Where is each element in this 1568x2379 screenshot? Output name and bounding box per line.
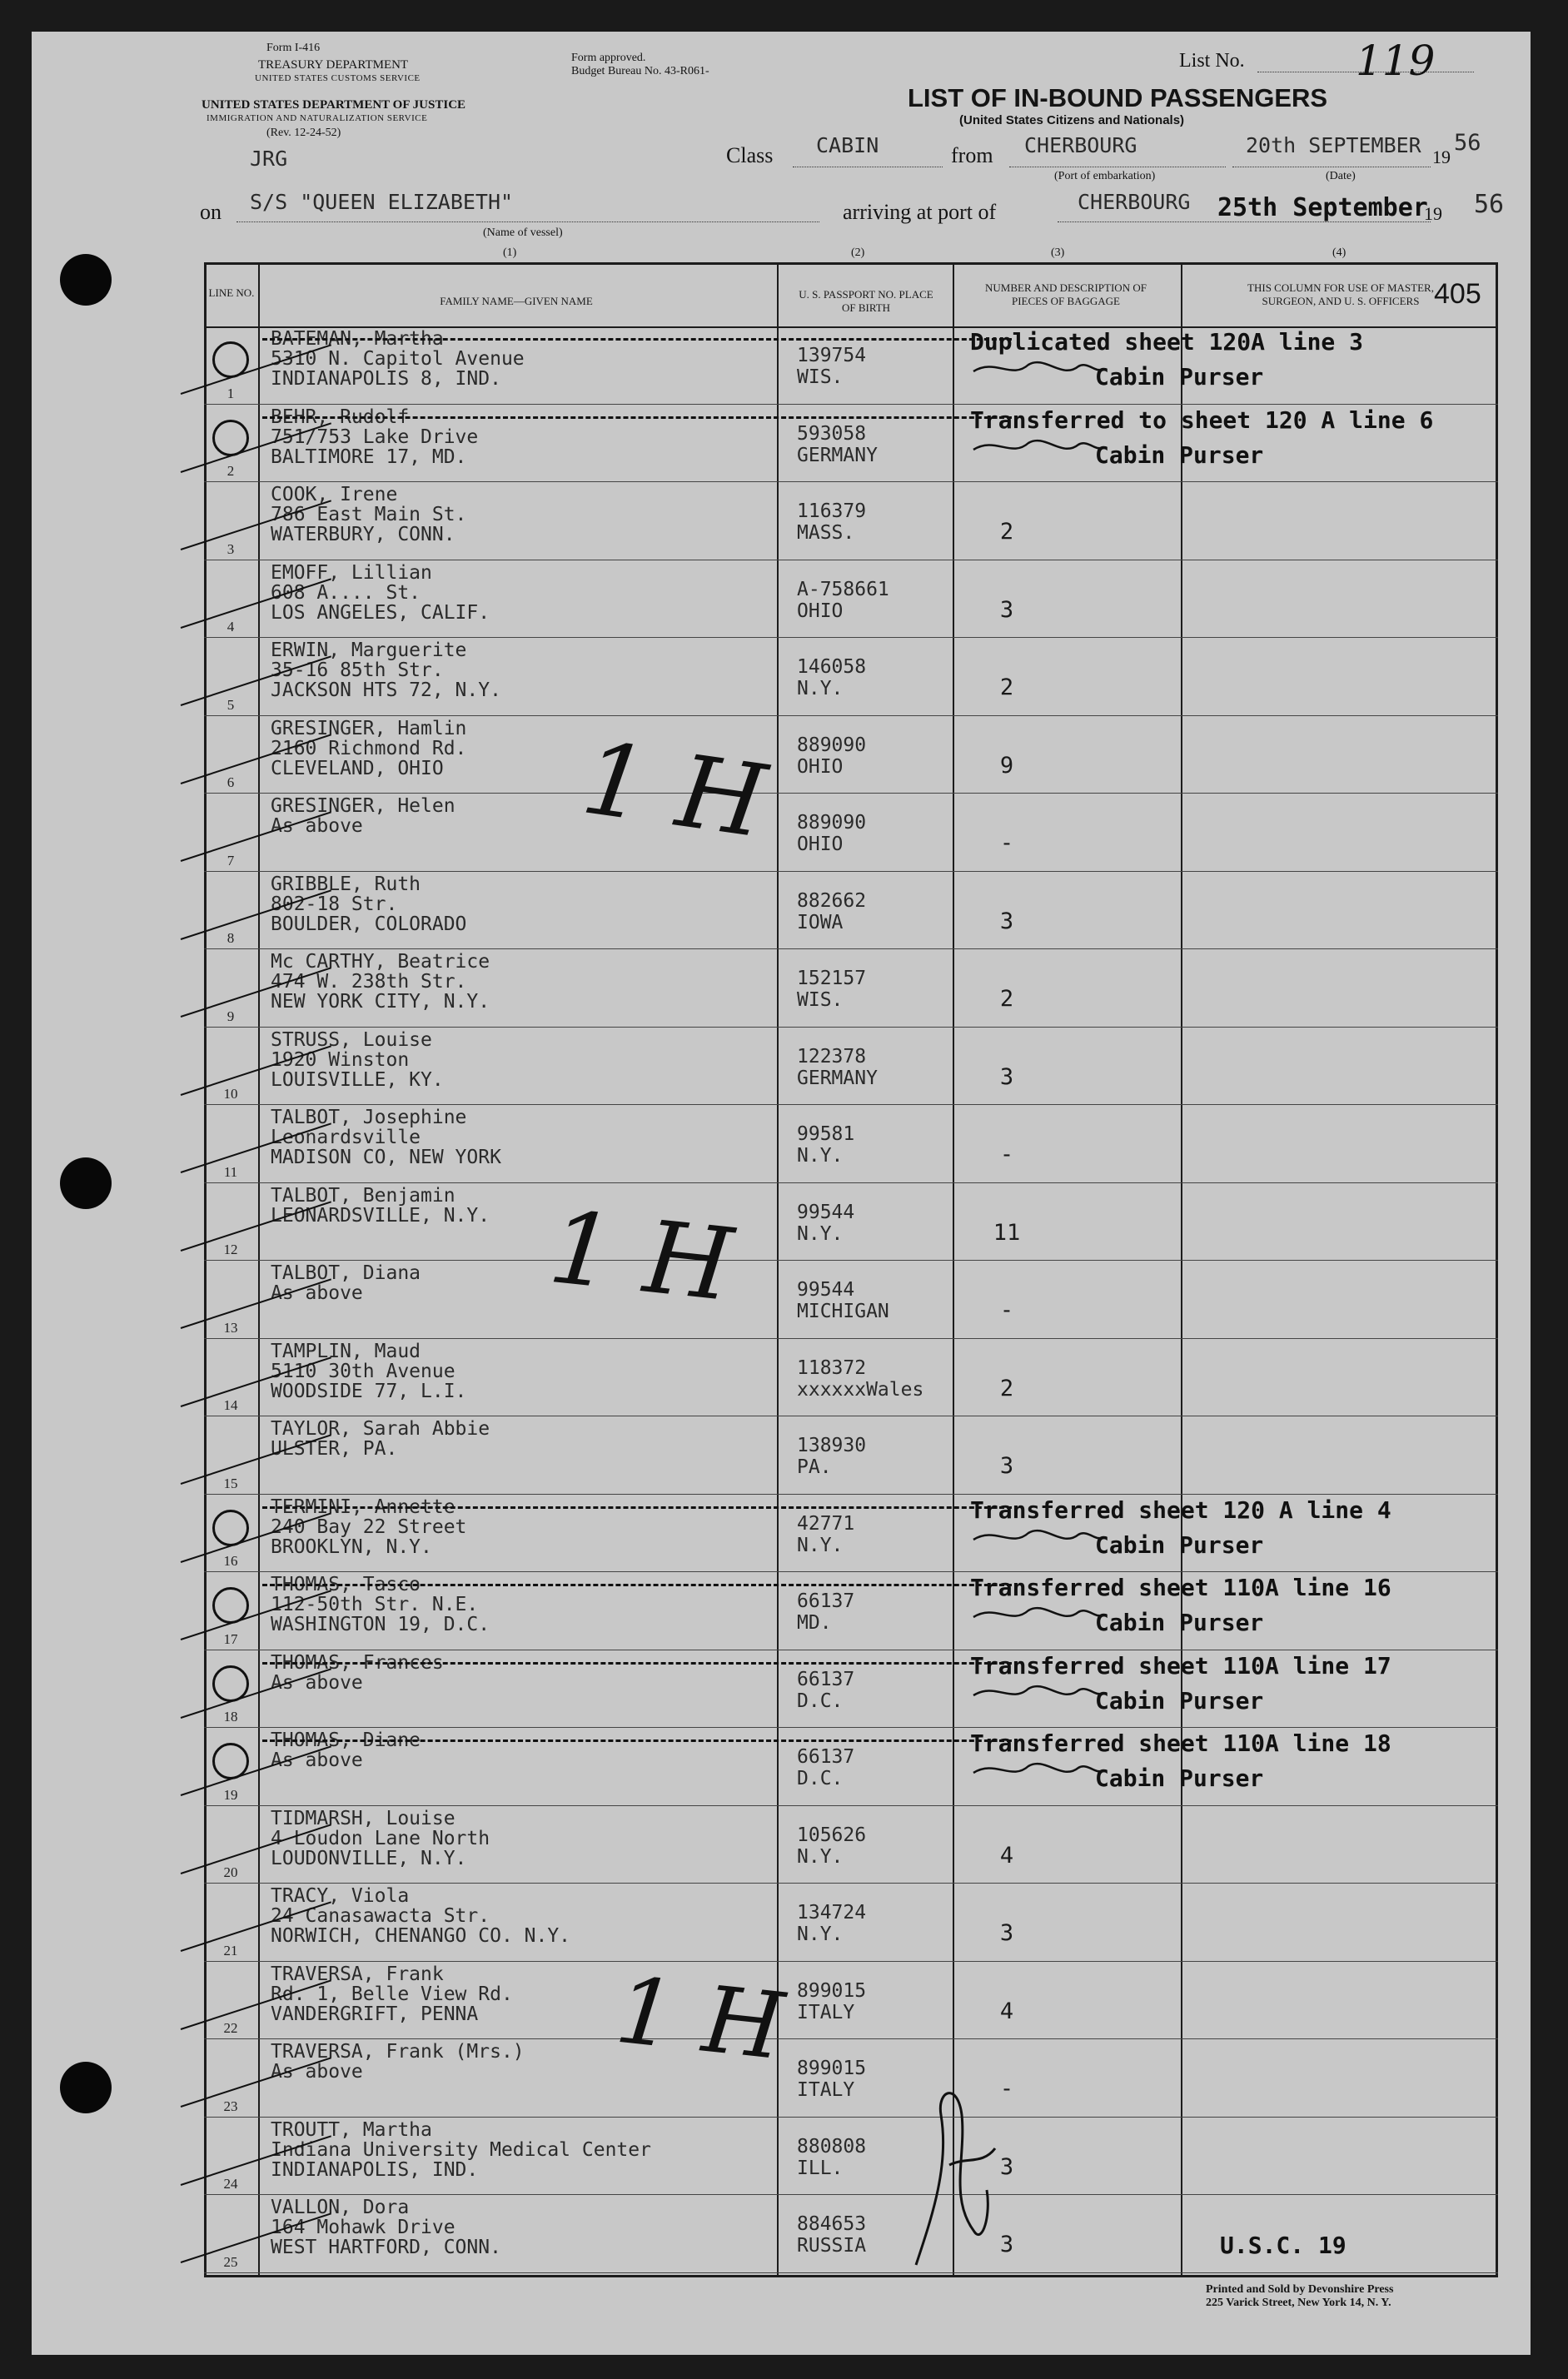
address-line1: Indiana University Medical Center [271, 2138, 651, 2161]
passenger-name: THOMAS, Frances [271, 1651, 444, 1674]
col2-number: (2) [851, 246, 865, 259]
header-passport: U. S. PASSPORT NO. PLACE OF BIRTH [799, 288, 933, 315]
officer-remark: Transferred sheet 110A line 17 [970, 1651, 1391, 1680]
purser-label: Cabin Purser [1095, 1609, 1264, 1636]
place-of-birth: ILL. [797, 2157, 844, 2179]
purser-signature [970, 433, 1220, 456]
strike-through [262, 338, 1012, 341]
list-no-value: 119 [1356, 37, 1436, 85]
punch-hole [60, 254, 112, 306]
line-number: 11 [223, 1163, 238, 1180]
line-number: 23 [223, 2098, 238, 2114]
address-line2: VANDERGRIFT, PENNA [271, 2003, 479, 2025]
line-number: 8 [226, 930, 235, 946]
baggage-count: - [999, 2076, 1014, 2102]
baggage-count: 3 [999, 1920, 1014, 1946]
passport-number: 880808 [797, 2135, 867, 2158]
strike-through [262, 1584, 1012, 1586]
address-line2: WOODSIDE 77, L.I. [271, 1380, 467, 1402]
place-of-birth: N.Y. [797, 1924, 844, 1945]
address-line2: CLEVELAND, OHIO [271, 757, 444, 779]
address-line2: NORWICH, CHENANGO CO. N.Y. [271, 1925, 571, 1947]
passenger-name: COOK, Irene [271, 484, 398, 505]
form-title: LIST OF IN-BOUND PASSENGERS [908, 83, 1328, 112]
baggage-count: 3 [999, 2232, 1014, 2257]
arrival-date: 25th September [1217, 193, 1428, 222]
address-line1: 4 Loudon Lane North [271, 1827, 490, 1849]
address-line2: NEW YORK CITY, N.Y. [271, 991, 490, 1013]
address-line1: 608 A.... St. [271, 581, 421, 604]
passport-number: 42771 [797, 1512, 855, 1535]
baggage-count: 3 [999, 908, 1014, 934]
passenger-name: THOMAS, Tasco [271, 1574, 421, 1595]
passenger-name: TROUTT, Martha [271, 2118, 432, 2141]
passenger-name: TRAVERSA, Frank [271, 1963, 444, 1985]
departure-date: 20th SEPTEMBER [1246, 133, 1421, 157]
address-line1: 786 East Main St. [271, 504, 467, 525]
passenger-name: THOMAS, Diane [271, 1730, 421, 1751]
passenger-name: TRAVERSA, Frank (Mrs.) [271, 2041, 525, 2063]
line-number: 24 [223, 2176, 238, 2192]
place-of-birth: WIS. [797, 366, 844, 388]
form-subtitle: (United States Citizens and Nationals) [959, 113, 1185, 127]
address-line2: BROOKLYN, N.Y. [271, 1535, 432, 1558]
passport-number: 134724 [797, 1902, 867, 1924]
ins-service: IMMIGRATION AND NATURALIZATION SERVICE [207, 113, 428, 123]
line-number: 16 [223, 1553, 238, 1569]
passport-number: 882662 [797, 889, 867, 912]
table-row [204, 1105, 1498, 1183]
place-of-birth: MASS. [797, 522, 855, 544]
table-row [204, 1261, 1498, 1339]
cancel-circle [212, 1743, 249, 1779]
address-line1: 35-16 85th Str. [271, 659, 444, 681]
address-line1: ULSTER, PA. [271, 1438, 398, 1460]
clerk-initials: JRG [250, 147, 288, 171]
passenger-name: EMOFF, Lillian [271, 561, 432, 584]
passenger-name: STRUSS, Louise [271, 1028, 432, 1051]
address-line1: As above [271, 1282, 363, 1304]
address-line1: 112-50th Str. N.E. [271, 1594, 479, 1615]
baggage-count: - [999, 1297, 1014, 1323]
cancel-circle [212, 1587, 249, 1624]
date-year-prefix: 19 [1432, 147, 1451, 167]
line-number: 25 [223, 2253, 238, 2270]
passport-number: 99544 [797, 1279, 855, 1301]
address-line1: As above [271, 1749, 363, 1771]
vessel-name: S/S "QUEEN ELIZABETH" [250, 190, 514, 214]
purser-label: Cabin Purser [1095, 1764, 1264, 1792]
table-row [204, 2195, 1498, 2273]
line-number: 13 [223, 1319, 238, 1336]
baggage-count: 2 [999, 674, 1014, 700]
table-row [204, 560, 1498, 639]
header-baggage: NUMBER AND DESCRIPTION OF PIECES OF BAGGAGE [985, 281, 1147, 308]
list-no-label: List No. [1179, 50, 1245, 72]
form-number: Form I-416 [266, 42, 321, 54]
passenger-name: ERWIN, Marguerite [271, 640, 467, 661]
budget-bureau-no: Budget Bureau No. 43-R061- [571, 65, 709, 77]
address-line1: 5310 N. Capitol Avenue [271, 348, 525, 370]
form-approved: Form approved. [571, 52, 646, 64]
baggage-count: 4 [999, 1998, 1014, 2024]
line-number: 3 [226, 540, 235, 557]
officer-remark: Duplicated sheet 120A line 3 [970, 328, 1364, 356]
address-line2: MADISON CO, NEW YORK [271, 1147, 501, 1168]
passport-number: 122378 [797, 1045, 867, 1068]
place-of-birth: N.Y. [797, 1845, 844, 1868]
from-label: from [951, 143, 993, 167]
place-of-birth: N.Y. [797, 1222, 844, 1245]
table-row [204, 405, 1498, 483]
address-line2: WATERBURY, CONN. [271, 524, 455, 545]
passenger-name: TALBOT, Josephine [271, 1107, 467, 1128]
passport-number: 138930 [797, 1435, 867, 1456]
passenger-name: TAMPLIN, Maud [271, 1340, 421, 1362]
justice-dept: UNITED STATES DEPARTMENT OF JUSTICE [202, 98, 466, 112]
table-row [204, 1183, 1498, 1262]
table-row [204, 1028, 1498, 1106]
table-row [204, 1650, 1498, 1729]
strike-through [262, 1662, 1012, 1665]
place-of-birth: ITALY [797, 2079, 855, 2101]
class-label: Class [726, 143, 774, 167]
header-officers: THIS COLUMN FOR USE OF MASTER, SURGEON, AND U. S. OFFICERS [1247, 281, 1434, 308]
place-of-birth: GERMANY [797, 444, 878, 466]
officer-remark: U.S.C. 19 [1220, 2232, 1346, 2259]
address-line1: Rd. 1, Belle View Rd. [271, 1983, 513, 2005]
inspector-signature [899, 2065, 1008, 2282]
address-line1: 2160 Richmond Rd. [271, 737, 467, 759]
date-year: 56 [1454, 130, 1481, 156]
place-of-birth: GERMANY [797, 1067, 878, 1089]
officer-remark: Transferred sheet 110A line 16 [970, 1574, 1391, 1601]
strike-through [262, 1506, 1012, 1509]
address-line2: INDIANAPOLIS 8, IND. [271, 368, 501, 390]
place-of-birth: D.C. [797, 1768, 844, 1789]
address-line1: 802-18 Str. [271, 893, 398, 915]
line-number: 12 [223, 1242, 238, 1257]
table-row [204, 1416, 1498, 1495]
date-caption: (Date) [1326, 170, 1356, 182]
passenger-name: BATEMAN, Martha [271, 328, 444, 350]
embarkation-caption: (Port of embarkation) [1054, 170, 1156, 182]
place-of-birth: N.Y. [797, 1534, 844, 1556]
place-of-birth: OHIO [797, 755, 844, 778]
baggage-count: 2 [999, 1375, 1014, 1401]
punch-hole [60, 2062, 112, 2113]
cancel-circle [212, 341, 249, 378]
passport-number: 139754 [797, 345, 867, 366]
handwritten-mark: 1 H [610, 1956, 789, 2081]
address-line2: BALTIMORE 17, MD. [271, 445, 467, 468]
place-of-birth: WIS. [797, 989, 844, 1011]
baggage-count: 11 [993, 1219, 1021, 1246]
passenger-name: TAYLOR, Sarah Abbie [271, 1418, 490, 1440]
passport-number: 146058 [797, 656, 867, 678]
passport-number: 884653 [797, 2213, 867, 2235]
place-of-birth: D.C. [797, 1690, 844, 1712]
revision-date: (Rev. 12-24-52) [266, 127, 341, 139]
officer-remark: Transferred to sheet 120 A line 6 [970, 406, 1434, 434]
table-row [204, 1728, 1498, 1806]
baggage-count: 9 [999, 752, 1014, 779]
place-of-birth: N.Y. [797, 1145, 844, 1167]
purser-signature [970, 355, 1220, 378]
place-of-birth: OHIO [797, 834, 844, 855]
place-of-birth: ITALY [797, 2001, 855, 2023]
place-of-birth: PA. [797, 1456, 832, 1478]
passport-number: 66137 [797, 1746, 855, 1768]
passport-number: 99581 [797, 1123, 855, 1145]
passport-number: 889090 [797, 812, 867, 834]
line-number: 21 [223, 1942, 238, 1958]
place-of-birth: OHIO [797, 600, 844, 622]
line-number: 9 [226, 1008, 235, 1024]
treasury-dept: TREASURY DEPARTMENT [258, 58, 409, 72]
table-row [204, 716, 1498, 794]
table-row [204, 949, 1498, 1028]
address-line1: 24 Canasawacta Str. [271, 1905, 490, 1927]
place-of-birth: RUSSIA [797, 2235, 867, 2257]
address-line2: INDIANAPOLIS, IND. [271, 2158, 479, 2181]
address-line1: LEONARDSVILLE, N.Y. [271, 1204, 490, 1227]
embarkation-port: CHERBOURG [1024, 133, 1137, 157]
table-row [204, 326, 1498, 405]
arriving-label: arriving at port of [843, 200, 997, 224]
passport-number: 116379 [797, 500, 867, 522]
table-row [204, 2118, 1498, 2196]
cancel-circle [212, 1665, 249, 1702]
printer-line1: Printed and Sold by Devonshire Press [1206, 2283, 1394, 2296]
purser-label: Cabin Purser [1095, 440, 1264, 469]
table-row [204, 872, 1498, 950]
passenger-name: BEHR, Rudolf [271, 406, 410, 428]
passenger-name: VALLON, Dora [271, 2197, 410, 2218]
passport-number: 889090 [797, 734, 867, 756]
line-number: 18 [223, 1709, 238, 1725]
officer-remark: Transferred sheet 120 A line 4 [970, 1496, 1391, 1524]
passport-number: 899015 [797, 2058, 867, 2079]
passenger-name: TRACY, Viola [271, 1885, 410, 1907]
address-line1: 5110 30th Avenue [271, 1360, 455, 1382]
printer-line2: 225 Varick Street, New York 14, N. Y. [1206, 2297, 1391, 2309]
line-number: 6 [226, 774, 235, 790]
purser-label: Cabin Purser [1095, 1530, 1264, 1559]
col1-number: (1) [503, 246, 517, 259]
address-line2: LOS ANGELES, CALIF. [271, 601, 490, 624]
baggage-count: 3 [999, 1453, 1014, 1479]
place-of-birth: MD. [797, 1612, 832, 1634]
place-of-birth: xxxxxxWales [797, 1378, 924, 1401]
line-number: 15 [223, 1475, 238, 1491]
on-label: on [200, 200, 222, 224]
purser-label: Cabin Purser [1095, 1686, 1264, 1715]
passport-number: A-758661 [797, 578, 889, 600]
baggage-count: 2 [999, 986, 1014, 1012]
arrival-year-prefix: 19 [1424, 203, 1442, 224]
handwritten-mark: 1 H [544, 1189, 738, 1325]
passport-number: 593058 [797, 422, 867, 445]
passport-number: 66137 [797, 1668, 855, 1690]
passport-number: 118372 [797, 1356, 867, 1379]
purser-signature [970, 1679, 1220, 1702]
passport-number: 152157 [797, 968, 867, 989]
baggage-count: 3 [999, 2153, 1014, 2180]
passport-number: 66137 [797, 1590, 855, 1612]
baggage-count: 3 [999, 596, 1014, 623]
table-row [204, 1572, 1498, 1650]
address-line1: 164 Mohawk Drive [271, 2217, 455, 2238]
handwritten-mark: 1 H [575, 720, 773, 861]
line-number: 19 [223, 1786, 238, 1803]
strike-through [262, 1739, 1012, 1742]
vessel-caption: (Name of vessel) [483, 226, 563, 239]
col3-number: (3) [1051, 246, 1065, 259]
passenger-name: TIDMARSH, Louise [271, 1807, 455, 1829]
purser-signature [970, 1523, 1220, 1546]
officer-remark: Transferred sheet 110A line 18 [970, 1730, 1391, 1757]
address-line1: Leonardsville [271, 1127, 421, 1148]
table-row [204, 638, 1498, 716]
address-line1: 474 W. 238th Str. [271, 971, 467, 993]
line-number: 2 [226, 463, 235, 479]
address-line1: 751/753 Lake Drive [271, 426, 479, 448]
stamp-number: 405 [1434, 278, 1481, 310]
line-number: 14 [223, 1397, 238, 1413]
address-line1: 1920 Winston [271, 1048, 410, 1071]
passenger-name: GRESINGER, Helen [271, 795, 455, 817]
baggage-count: 3 [999, 1063, 1014, 1090]
passenger-name: Mc CARTHY, Beatrice [271, 951, 490, 973]
line-number: 1 [226, 385, 235, 401]
table-row [204, 1339, 1498, 1417]
strike-through [262, 416, 1012, 419]
header-name: FAMILY NAME—GIVEN NAME [440, 295, 593, 307]
baggage-count: 2 [999, 519, 1014, 545]
address-line2: LOUDONVILLE, N.Y. [271, 1847, 467, 1869]
passport-number: 99544 [797, 1201, 855, 1223]
address-line2: JACKSON HTS 72, N.Y. [271, 679, 501, 701]
address-line1: As above [271, 1671, 363, 1694]
address-line2: WEST HARTFORD, CONN. [271, 2237, 501, 2258]
address-line2: BOULDER, COLORADO [271, 913, 467, 935]
address-line1: As above [271, 815, 363, 837]
baggage-count: - [999, 1142, 1014, 1167]
col4-number: (4) [1332, 246, 1346, 259]
passenger-name: TALBOT, Benjamin [271, 1184, 455, 1207]
line-number: 10 [223, 1086, 238, 1102]
table-row [204, 2039, 1498, 2118]
cancel-circle [212, 1510, 249, 1546]
line-number: 4 [226, 619, 235, 635]
purser-label: Cabin Purser [1095, 363, 1264, 391]
customs-service: UNITED STATES CUSTOMS SERVICE [255, 73, 421, 83]
place-of-birth: N.Y. [797, 678, 844, 699]
table-row [204, 482, 1498, 560]
line-number: 5 [226, 696, 235, 713]
table-row [204, 794, 1498, 872]
passenger-name: GRESINGER, Hamlin [271, 717, 467, 739]
line-number: 22 [223, 2020, 238, 2036]
arrival-year: 56 [1474, 190, 1505, 219]
punch-hole [60, 1157, 112, 1209]
place-of-birth: MICHIGAN [797, 1301, 889, 1322]
line-number: 7 [226, 852, 235, 868]
cancel-circle [212, 420, 249, 456]
line-number: 20 [223, 1864, 238, 1880]
passport-number: 899015 [797, 1979, 867, 2002]
table-row [204, 1962, 1498, 2040]
address-line1: As above [271, 2061, 363, 2083]
passenger-name: TERMINI, Annette [271, 1496, 455, 1518]
line-number: 17 [223, 1630, 238, 1647]
address-line2: WASHINGTON 19, D.C. [271, 1614, 490, 1635]
passenger-name: GRIBBLE, Ruth [271, 873, 421, 895]
passenger-name: TALBOT, Diana [271, 1262, 421, 1284]
class-value: CABIN [816, 133, 879, 157]
table-row [204, 1495, 1498, 1573]
address-line1: 240 Bay 22 Street [271, 1515, 467, 1538]
purser-signature [970, 1756, 1220, 1779]
table-row [204, 1806, 1498, 1884]
table-row [204, 1884, 1498, 1962]
header-line-no: LINE NO. [208, 286, 255, 299]
purser-signature [970, 1600, 1220, 1624]
passport-number: 105626 [797, 1824, 867, 1846]
address-line2: LOUISVILLE, KY. [271, 1068, 444, 1091]
place-of-birth: IOWA [797, 911, 844, 933]
baggage-count: 4 [999, 1842, 1014, 1869]
baggage-count: - [999, 830, 1014, 856]
arrival-port: CHERBOURG [1078, 190, 1191, 214]
